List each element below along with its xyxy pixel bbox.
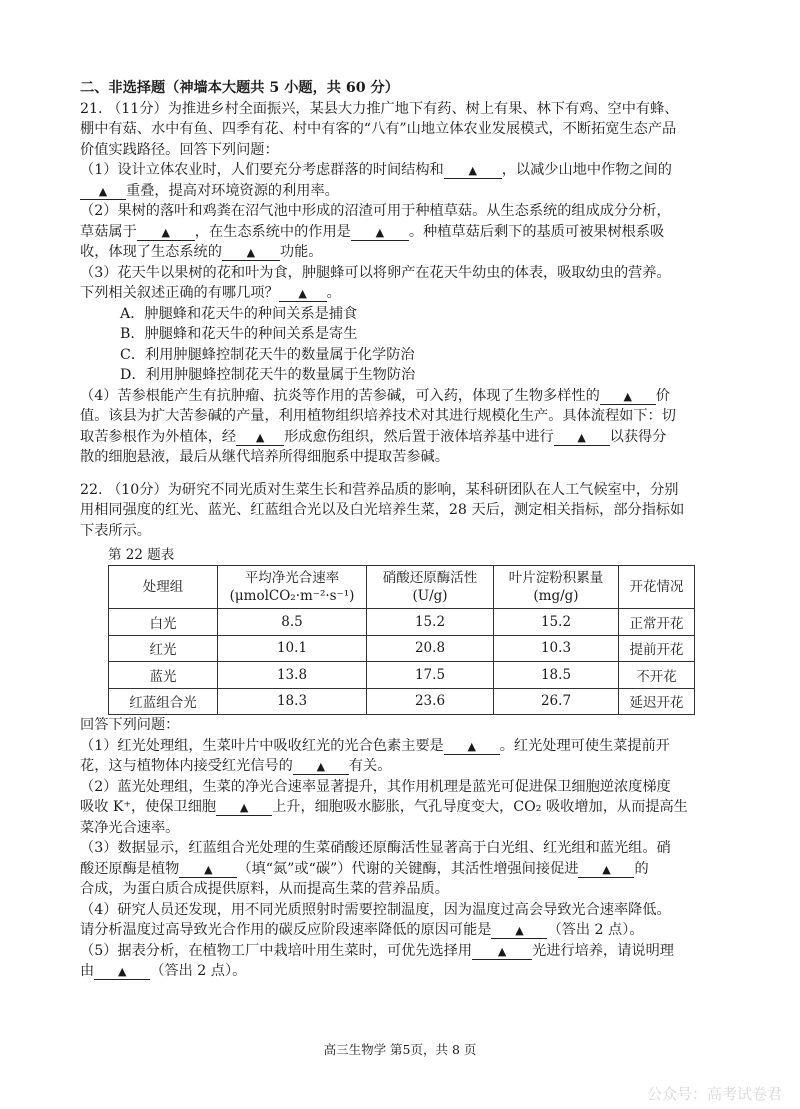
q22-stem-line-2: 用相同强度的红光、蓝光、红蓝组合光以及白光培养生菜，28 天后，测定相关指标，部分指标如 bbox=[80, 502, 685, 518]
q21-part4-line-4: 散的细胞悬液，最后从继代培养所得细胞系中提取苦参碱。 bbox=[80, 449, 449, 465]
q22-part3-line-3: 合成，为蛋白质合成提供原料，从而提高生菜的营养品质。 bbox=[80, 881, 449, 897]
section-title: 二、非选择题（神墙本大题共 5 小题，共 60 分） bbox=[80, 80, 399, 96]
header-rate: 平均净光合速率 (μmolCO₂·m⁻²·s⁻¹) bbox=[218, 566, 367, 609]
triangle-marker-icon: ▲ bbox=[623, 389, 633, 403]
answer-blank[interactable] bbox=[137, 225, 195, 241]
answer-blank[interactable] bbox=[279, 286, 327, 302]
q21-part4-line-1: （4）苦参根能产生有抗肿瘤、抗炎等作用的苦参碱，可入药，体现了生物多样性的 ▲ 价 bbox=[80, 387, 670, 404]
table-row: 白光 8.5 15.2 15.2 正常开花 bbox=[109, 609, 695, 636]
triangle-marker-icon: ▲ bbox=[515, 924, 524, 937]
q22-part2-line-2: 吸收 K⁺，使保卫细胞 ▲ 上升，细胞吸水膨胀，气孔导度变大，CO₂ 吸收增加，从而提高生 bbox=[80, 799, 688, 815]
q22-part4-line-1: （4）研究人员还发现，用不同光质照射时需要控制温度，因为温度过高会导致光合速率降低。 bbox=[80, 901, 671, 918]
q21-stem-line-2: 棚中有菇、水中有鱼、四季有花、村中有客的“八有”山地立体农业发展模式，不断拓宽生态产品 bbox=[80, 121, 677, 137]
triangle-marker-icon: ▲ bbox=[316, 760, 326, 773]
answer-blank[interactable] bbox=[444, 739, 500, 755]
answer-blank[interactable] bbox=[600, 389, 656, 405]
answer-blank[interactable] bbox=[80, 184, 126, 200]
q21-option-b: B．肿腿蜂和花天牛的种间关系是寄生 bbox=[120, 326, 358, 342]
q21-part3-line-1: （3）花天牛以果树的花和叶为食，肿腿蜂可以将卵产在花天牛幼虫的体表，吸取幼虫的营养。 bbox=[80, 264, 671, 281]
triangle-marker-icon: ▲ bbox=[204, 862, 213, 876]
answer-blank[interactable] bbox=[293, 759, 349, 775]
q21-part2-line-1: （2）果树的落叶和鸡粪在沼气池中形成的沼渣可用于种植草菇。从生态系统的组成成分分析， bbox=[80, 203, 671, 219]
triangle-marker-icon: ▲ bbox=[117, 965, 127, 978]
q21-option-c: C．利用肿腿蜂控制花天牛的数量属于化学防治 bbox=[120, 346, 415, 363]
header-flowering: 开花情况 bbox=[619, 566, 695, 609]
page-footer: 高三生物学 第5页，共 8 页 bbox=[323, 1042, 477, 1057]
triangle-marker-icon: ▲ bbox=[577, 430, 586, 444]
q21-part2-line-2: 草菇属于 ▲ ，在生态系统中的作用是 ▲ 。种植草菇后剩下的基质可被果树根系吸 bbox=[80, 223, 665, 240]
triangle-marker-icon: ▲ bbox=[161, 225, 170, 239]
triangle-marker-icon: ▲ bbox=[255, 430, 265, 444]
q22-part4-line-2: 请分析温度过高导致光合作用的碳反应阶段速率降低的原因可能是 ▲ （答出 2 点）。 bbox=[80, 922, 644, 938]
q21-option-d: D．利用肿腿蜂控制花天牛的数量属于生物防治 bbox=[120, 367, 416, 383]
q22-stem-line-1: 22. （10分）为研究不同光质对生菜生长和营养品质的影响，某科研团队在人工气候室中，分别 bbox=[80, 481, 679, 498]
answer-blank[interactable] bbox=[216, 800, 272, 816]
table-row: 红光 10.1 20.8 10.3 提前开花 bbox=[109, 635, 695, 662]
triangle-marker-icon: ▲ bbox=[98, 184, 108, 198]
triangle-marker-icon: ▲ bbox=[246, 246, 256, 259]
table-row: 蓝光 13.8 17.5 18.5 不开花 bbox=[109, 662, 695, 689]
answer-blank[interactable] bbox=[222, 245, 280, 261]
triangle-marker-icon: ▲ bbox=[298, 287, 307, 300]
triangle-marker-icon: ▲ bbox=[497, 944, 507, 958]
answer-blank[interactable] bbox=[472, 944, 532, 960]
q22-part2-line-3: 菜净光合速率。 bbox=[80, 819, 180, 836]
answer-blank[interactable] bbox=[578, 862, 634, 878]
watermark: 公众号：高考试卷君 bbox=[646, 1085, 782, 1103]
q22-stem-line-3: 下表所示。 bbox=[80, 522, 151, 539]
q22-part5-line-1: （5）据表分析，在植物工厂中栽培叶用生菜时，可优先选择用 ▲ 光进行培养，请说明理 bbox=[80, 942, 674, 959]
triangle-marker-icon: ▲ bbox=[602, 862, 611, 876]
q22-part1-line-1: （1）红光处理组，生菜叶片中吸收红光的光合色素主要是 ▲ 。红光处理可使生菜提前开 bbox=[80, 737, 670, 754]
answer-blank[interactable] bbox=[491, 923, 547, 939]
q21-part3-line-2: 下列相关叙述正确的有哪几项？ ▲ 。 bbox=[80, 285, 341, 301]
triangle-marker-icon: ▲ bbox=[375, 225, 385, 239]
header-starch: 叶片淀粉积累量 (mg/g) bbox=[494, 566, 619, 609]
q21-part2-line-3: 收，体现了生态系统的 ▲ 功能。 bbox=[80, 244, 323, 260]
q21-part1-line-1: （1）设计立体农业时，人们要充分考虑群落的时间结构和 ▲ ，以减少山地中作物之间的 bbox=[80, 162, 672, 178]
answer-blank[interactable] bbox=[351, 225, 409, 241]
exam-page bbox=[80, 78, 716, 982]
answer-blank[interactable] bbox=[94, 964, 150, 980]
q21-part4-line-2: 值。该县为扩大苦参碱的产量，利用植物组织培养技术对其进行规模化生产。具体流程如下：切 bbox=[80, 408, 676, 424]
data-table bbox=[108, 565, 695, 715]
table-row: 红蓝组合光 18.3 23.6 26.7 延迟开花 bbox=[109, 688, 695, 715]
answer-blank[interactable] bbox=[179, 862, 237, 878]
q22-part3-line-2: 酸还原酶是植物 ▲ （填“氮”或“碳”）代谢的关键酶，其活性增强间接促进 ▲ 的 bbox=[80, 860, 649, 877]
triangle-marker-icon: ▲ bbox=[468, 164, 477, 177]
q21-stem-line-3: 价值实践路径。回答下列问题： bbox=[80, 141, 279, 158]
triangle-marker-icon: ▲ bbox=[467, 739, 476, 753]
header-group: 处理组 bbox=[109, 566, 218, 609]
q22-part2-line-1: （2）蓝光处理组，生菜的净光合速率显著提升，其作用机理是蓝光可促进保卫细胞逆浓度梯度 bbox=[80, 778, 671, 795]
table-header-row bbox=[109, 566, 695, 609]
q21-part4-line-3: 取苦参根作为外植体，经 ▲ 形成愈伤组织，然后置于液体培养基中进行 ▲ 以获得分 bbox=[80, 428, 667, 445]
table-caption: 第 22 题表 bbox=[108, 547, 175, 563]
answer-blank[interactable] bbox=[554, 430, 610, 446]
q21-option-a: A．肿腿蜂和花天牛的种间关系是捕食 bbox=[120, 305, 358, 322]
q21-stem-line-1: 21. （11分）为推进乡村全面振兴，某县大力推广地下有药、树上有果、林下有鸡、空中有蜂、 bbox=[80, 100, 679, 117]
q22-part1-line-2: 花，这与植物体内接受红光信号的 ▲ 有关。 bbox=[80, 758, 392, 774]
header-enzyme: 硝酸还原酶活性 (U/g) bbox=[367, 566, 494, 609]
q22-part5-line-2: 由 ▲ （答出 2 点）。 bbox=[80, 963, 247, 979]
q22-answer-prompt: 回答下列问题： bbox=[80, 717, 180, 733]
answer-blank[interactable] bbox=[236, 430, 284, 446]
q21-part1-line-2: ▲ 重叠，提高对环境资源的利用率。 bbox=[80, 181, 716, 202]
answer-blank[interactable] bbox=[444, 163, 502, 179]
q22-part3-line-1: （3）数据显示，红蓝组合光处理的生菜硝酸还原酶活性显著高于白光组、红光组和蓝光组。硝 bbox=[80, 840, 671, 856]
triangle-marker-icon: ▲ bbox=[239, 801, 249, 814]
